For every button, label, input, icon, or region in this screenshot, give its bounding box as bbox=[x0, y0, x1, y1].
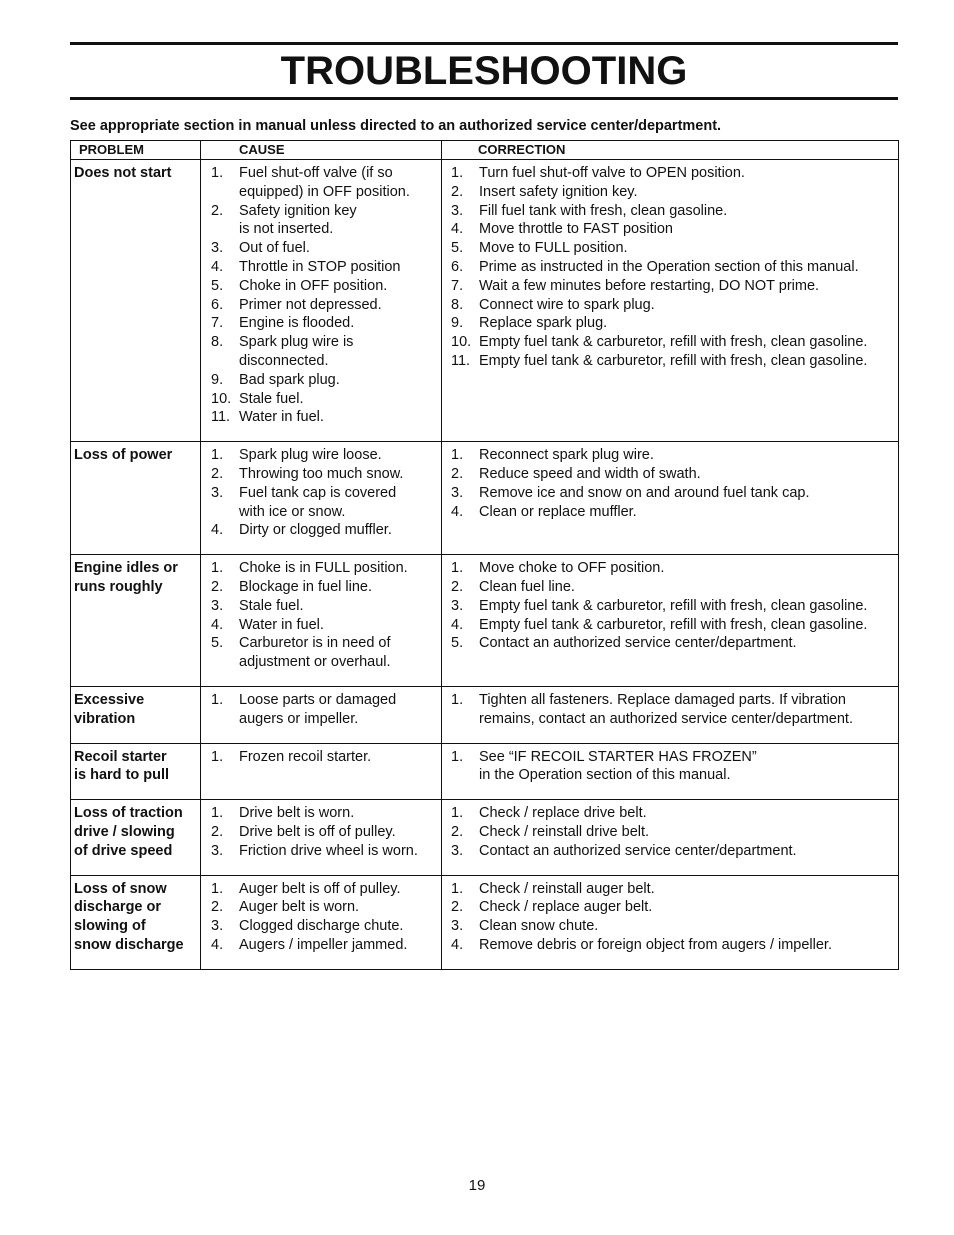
cause-item bbox=[204, 446, 438, 465]
cause-item bbox=[204, 202, 438, 240]
cause-number: 3. bbox=[211, 842, 224, 859]
correction-number: 1. bbox=[451, 447, 464, 464]
cause-text: Stale fuel. bbox=[239, 597, 304, 614]
cause-item bbox=[204, 823, 438, 842]
cause-number: 2. bbox=[211, 578, 224, 595]
cause-number: 4. bbox=[211, 936, 224, 953]
problem-text: Does not start bbox=[74, 165, 172, 181]
cause-number: 4. bbox=[211, 522, 224, 539]
cause-number: 5. bbox=[211, 635, 224, 652]
table-row bbox=[71, 875, 899, 969]
correction-item bbox=[445, 880, 895, 899]
correction-text: Remove debris or foreign object from augers / impeller. bbox=[479, 936, 832, 953]
correction-text: Connect wire to spark plug. bbox=[479, 296, 655, 313]
correction-item bbox=[445, 634, 895, 653]
correction-number: 3. bbox=[451, 202, 464, 219]
correction-text: Move to FULL position. bbox=[479, 240, 628, 257]
correction-item bbox=[445, 804, 895, 823]
correction-item bbox=[445, 917, 895, 936]
cause-number: 1. bbox=[211, 691, 224, 708]
correction-text: Contact an authorized service center/department. bbox=[479, 635, 797, 652]
cause-number: 4. bbox=[211, 258, 224, 275]
cause-number: 4. bbox=[211, 616, 224, 633]
correction-item bbox=[445, 936, 895, 955]
table-row bbox=[71, 743, 899, 800]
cause-number: 2. bbox=[211, 202, 224, 219]
cause-item bbox=[204, 314, 438, 333]
cause-text: Drive belt is off of pulley. bbox=[239, 823, 396, 840]
correction-text: Reconnect spark plug wire. bbox=[479, 447, 654, 464]
problem-cell bbox=[71, 686, 201, 743]
correction-item bbox=[445, 748, 895, 786]
correction-number: 1. bbox=[451, 560, 464, 577]
correction-text: Turn fuel shut-off valve to OPEN position. bbox=[479, 165, 745, 181]
correction-number: 2. bbox=[451, 823, 464, 840]
correction-list bbox=[445, 446, 895, 521]
correction-text: Wait a few minutes before restarting, DO NOT prime. bbox=[479, 277, 820, 294]
correction-text: Replace spark plug. bbox=[479, 315, 608, 332]
cause-item bbox=[204, 748, 438, 767]
correction-text: Empty fuel tank & carburetor, refill with fresh, clean gasoline. bbox=[479, 334, 868, 351]
table-row bbox=[71, 555, 899, 687]
correction-item bbox=[445, 333, 895, 352]
correction-cell bbox=[442, 686, 899, 743]
correction-item bbox=[445, 616, 895, 635]
cause-list bbox=[204, 559, 438, 672]
cause-number: 10. bbox=[211, 390, 232, 407]
correction-item bbox=[445, 559, 895, 578]
problem-cell bbox=[71, 743, 201, 800]
cause-number: 5. bbox=[211, 277, 224, 294]
cause-text: Spark plug wire is disconnected. bbox=[239, 334, 354, 369]
cause-item bbox=[204, 390, 438, 409]
cause-item bbox=[204, 898, 438, 917]
problem-text: Excessive vibration bbox=[74, 691, 145, 727]
table-row bbox=[71, 800, 899, 875]
header-problem: PROBLEM bbox=[71, 141, 201, 160]
problem-cell bbox=[71, 442, 201, 555]
correction-item bbox=[445, 842, 895, 861]
cause-number: 6. bbox=[211, 296, 224, 313]
correction-text: Move throttle to FAST position bbox=[479, 221, 673, 238]
correction-text: Insert safety ignition key. bbox=[479, 183, 638, 200]
cause-item bbox=[204, 371, 438, 390]
cause-text: Friction drive wheel is worn. bbox=[239, 842, 418, 859]
cause-text: Fuel tank cap is covered with ice or snow. bbox=[239, 484, 397, 520]
cause-number: 1. bbox=[211, 447, 224, 464]
cause-text: Carburetor is in need of adjustment or overhaul. bbox=[239, 635, 391, 671]
header-correction: CORRECTION bbox=[442, 141, 899, 160]
correction-item bbox=[445, 484, 895, 503]
cause-text: Augers / impeller jammed. bbox=[239, 936, 408, 953]
cause-list bbox=[204, 446, 438, 540]
correction-number: 1. bbox=[451, 748, 464, 765]
cause-number: 11. bbox=[211, 409, 231, 426]
cause-item bbox=[204, 408, 438, 427]
problem-cell bbox=[71, 875, 201, 969]
correction-number: 9. bbox=[451, 315, 464, 332]
correction-cell bbox=[442, 442, 899, 555]
table-row bbox=[71, 442, 899, 555]
correction-list bbox=[445, 559, 895, 653]
cause-number: 1. bbox=[211, 165, 224, 181]
correction-number: 4. bbox=[451, 616, 464, 633]
cause-cell bbox=[201, 555, 442, 687]
correction-item bbox=[445, 578, 895, 597]
cause-number: 2. bbox=[211, 465, 224, 482]
page-title: TROUBLESHOOTING bbox=[280, 49, 688, 93]
correction-number: 3. bbox=[451, 842, 464, 859]
cause-text: Choke is in FULL position. bbox=[239, 560, 408, 577]
correction-cell bbox=[442, 160, 899, 442]
correction-cell bbox=[442, 555, 899, 687]
correction-item bbox=[445, 352, 895, 371]
cause-text: Water in fuel. bbox=[239, 409, 324, 426]
cause-text: Spark plug wire loose. bbox=[239, 447, 382, 464]
header-cause: CAUSE bbox=[201, 141, 442, 160]
cause-list bbox=[204, 804, 438, 860]
correction-number: 4. bbox=[451, 503, 464, 520]
correction-number: 1. bbox=[451, 165, 464, 181]
cause-item bbox=[204, 804, 438, 823]
problem-cell bbox=[71, 160, 201, 442]
correction-item bbox=[445, 164, 895, 183]
cause-text: Fuel shut-off valve (if so equipped) in OFF position. bbox=[239, 165, 410, 200]
correction-text: Remove ice and snow on and around fuel tank cap. bbox=[479, 484, 810, 501]
cause-number: 1. bbox=[211, 748, 224, 765]
cause-number: 2. bbox=[211, 899, 224, 916]
correction-item bbox=[445, 597, 895, 616]
correction-item bbox=[445, 446, 895, 465]
correction-text: Check / replace drive belt. bbox=[479, 805, 647, 822]
correction-list bbox=[445, 691, 895, 729]
correction-text: Reduce speed and width of swath. bbox=[479, 465, 701, 482]
cause-cell bbox=[201, 743, 442, 800]
cause-cell bbox=[201, 160, 442, 442]
correction-text: Check / replace auger belt. bbox=[479, 899, 653, 916]
cause-number: 3. bbox=[211, 597, 224, 614]
correction-text: Check / reinstall auger belt. bbox=[479, 880, 655, 897]
cause-item bbox=[204, 465, 438, 484]
cause-item bbox=[204, 842, 438, 861]
correction-number: 11. bbox=[451, 352, 471, 369]
page-subtitle: See appropriate section in manual unless directed to an authorized service center/department. bbox=[70, 118, 722, 134]
cause-item bbox=[204, 296, 438, 315]
cause-list bbox=[204, 880, 438, 955]
bottom-rule bbox=[70, 97, 898, 100]
cause-text: Bad spark plug. bbox=[239, 371, 340, 388]
cause-item bbox=[204, 277, 438, 296]
problem-text: Loss of snow discharge or slowing of snow discharge bbox=[74, 880, 184, 953]
correction-number: 3. bbox=[451, 484, 464, 501]
correction-cell bbox=[442, 743, 899, 800]
troubleshooting-table bbox=[70, 140, 899, 970]
cause-text: Throwing too much snow. bbox=[239, 465, 404, 482]
correction-text: Clean snow chute. bbox=[479, 918, 599, 935]
correction-number: 2. bbox=[451, 183, 464, 200]
correction-text: Clean fuel line. bbox=[479, 578, 575, 595]
correction-text: Clean or replace muffler. bbox=[479, 503, 637, 520]
correction-number: 6. bbox=[451, 258, 464, 275]
table-body bbox=[71, 160, 899, 970]
cause-item bbox=[204, 559, 438, 578]
cause-number: 3. bbox=[211, 240, 224, 257]
cause-item bbox=[204, 880, 438, 899]
cause-text: Water in fuel. bbox=[239, 616, 324, 633]
correction-cell bbox=[442, 800, 899, 875]
table-header-row bbox=[71, 141, 899, 160]
cause-item bbox=[204, 691, 438, 729]
cause-number: 7. bbox=[211, 315, 224, 332]
cause-number: 3. bbox=[211, 484, 224, 501]
cause-item bbox=[204, 917, 438, 936]
correction-text: Move choke to OFF position. bbox=[479, 560, 665, 577]
correction-number: 5. bbox=[451, 635, 464, 652]
cause-cell bbox=[201, 442, 442, 555]
cause-item bbox=[204, 597, 438, 616]
cause-cell bbox=[201, 686, 442, 743]
cause-list bbox=[204, 164, 438, 427]
problem-cell bbox=[71, 800, 201, 875]
correction-list bbox=[445, 804, 895, 860]
correction-item bbox=[445, 898, 895, 917]
correction-item bbox=[445, 296, 895, 315]
correction-number: 2. bbox=[451, 465, 464, 482]
cause-list bbox=[204, 691, 438, 729]
correction-text: Check / reinstall drive belt. bbox=[479, 823, 650, 840]
cause-item bbox=[204, 239, 438, 258]
top-rule bbox=[70, 42, 898, 45]
correction-text: See “IF RECOIL STARTER HAS FROZEN” in the Operation section of this manual. bbox=[479, 748, 757, 784]
correction-text: Empty fuel tank & carburetor, refill with fresh, clean gasoline. bbox=[479, 616, 868, 633]
cause-number: 3. bbox=[211, 918, 224, 935]
cause-item bbox=[204, 521, 438, 540]
cause-number: 2. bbox=[211, 823, 224, 840]
correction-text: Empty fuel tank & carburetor, refill with fresh, clean gasoline. bbox=[479, 597, 868, 614]
correction-item bbox=[445, 183, 895, 202]
table-row bbox=[71, 686, 899, 743]
correction-number: 4. bbox=[451, 936, 464, 953]
correction-text: Empty fuel tank & carburetor, refill with fresh, clean gasoline. bbox=[479, 352, 868, 369]
correction-number: 8. bbox=[451, 296, 464, 313]
cause-item bbox=[204, 333, 438, 371]
correction-number: 1. bbox=[451, 805, 464, 822]
cause-list bbox=[204, 748, 438, 767]
cause-text: Blockage in fuel line. bbox=[239, 578, 372, 595]
cause-text: Out of fuel. bbox=[239, 240, 310, 257]
cause-item bbox=[204, 164, 438, 202]
cause-text: Loose parts or damaged augers or impeller. bbox=[239, 691, 397, 727]
cause-text: Throttle in STOP position bbox=[239, 258, 401, 275]
cause-item bbox=[204, 578, 438, 597]
cause-number: 1. bbox=[211, 805, 224, 822]
cause-item bbox=[204, 484, 438, 522]
cause-cell bbox=[201, 800, 442, 875]
cause-number: 1. bbox=[211, 560, 224, 577]
correction-number: 10. bbox=[451, 334, 472, 351]
correction-item bbox=[445, 314, 895, 333]
correction-item bbox=[445, 503, 895, 522]
cause-text: Safety ignition key is not inserted. bbox=[239, 202, 357, 238]
cause-text: Dirty or clogged muffler. bbox=[239, 522, 392, 539]
cause-text: Clogged discharge chute. bbox=[239, 918, 404, 935]
cause-text: Auger belt is off of pulley. bbox=[239, 880, 401, 897]
cause-text: Auger belt is worn. bbox=[239, 899, 360, 916]
cause-cell bbox=[201, 875, 442, 969]
problem-text: Recoil starter is hard to pull bbox=[74, 748, 170, 784]
cause-text: Primer not depressed. bbox=[239, 296, 382, 313]
correction-item bbox=[445, 465, 895, 484]
correction-number: 3. bbox=[451, 918, 464, 935]
cause-item bbox=[204, 936, 438, 955]
cause-number: 9. bbox=[211, 371, 224, 388]
correction-item bbox=[445, 239, 895, 258]
page-number: 19 bbox=[468, 1177, 486, 1194]
correction-number: 5. bbox=[451, 240, 464, 257]
cause-number: 8. bbox=[211, 334, 224, 351]
correction-item bbox=[445, 691, 895, 729]
cause-text: Frozen recoil starter. bbox=[239, 748, 372, 765]
correction-number: 7. bbox=[451, 277, 464, 294]
correction-list bbox=[445, 880, 895, 955]
correction-text: Contact an authorized service center/department. bbox=[479, 842, 797, 859]
correction-item bbox=[445, 258, 895, 277]
correction-number: 1. bbox=[451, 880, 464, 897]
correction-list bbox=[445, 748, 895, 786]
cause-text: Drive belt is worn. bbox=[239, 805, 355, 822]
correction-cell bbox=[442, 875, 899, 969]
cause-item bbox=[204, 616, 438, 635]
correction-number: 1. bbox=[451, 691, 464, 708]
cause-number: 1. bbox=[211, 880, 224, 897]
correction-text: Fill fuel tank with fresh, clean gasoline. bbox=[479, 202, 728, 219]
cause-text: Choke in OFF position. bbox=[239, 277, 388, 294]
correction-number: 3. bbox=[451, 597, 464, 614]
correction-item bbox=[445, 220, 895, 239]
correction-item bbox=[445, 823, 895, 842]
cause-item bbox=[204, 634, 438, 672]
problem-text: Engine idles or runs roughly bbox=[74, 560, 178, 595]
correction-number: 4. bbox=[451, 221, 464, 238]
correction-number: 2. bbox=[451, 578, 464, 595]
correction-number: 2. bbox=[451, 899, 464, 916]
correction-text: Tighten all fasteners. Replace damaged parts. If vibration remains, contact an authorized service center/department. bbox=[479, 691, 853, 727]
cause-text: Engine is flooded. bbox=[239, 315, 355, 332]
problem-text: Loss of traction drive / slowing of drive speed bbox=[74, 805, 183, 859]
cause-text: Stale fuel. bbox=[239, 390, 304, 407]
correction-text: Prime as instructed in the Operation section of this manual. bbox=[479, 258, 859, 275]
correction-item bbox=[445, 277, 895, 296]
correction-list bbox=[445, 164, 895, 371]
problem-cell bbox=[71, 555, 201, 687]
cause-item bbox=[204, 258, 438, 277]
correction-item bbox=[445, 202, 895, 221]
problem-text: Loss of power bbox=[74, 447, 173, 464]
table-row bbox=[71, 160, 899, 442]
